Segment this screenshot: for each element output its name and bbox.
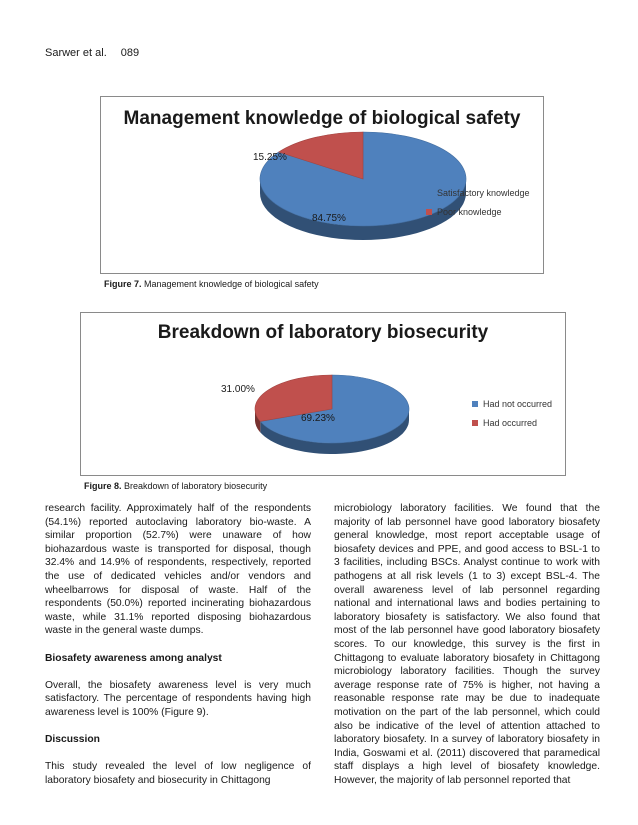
figure-8-chart xyxy=(80,312,566,476)
legend-swatch xyxy=(472,420,478,426)
running-header xyxy=(45,47,139,59)
paragraph: research facility. Approximately half of the respondents (54.1%) reported autoclaving laboratory bio-waste. A similar proportion (52.7%) were unaware of how biohazardous waste is transported for disposal, though 32.4% and 14.9% of respondents, respectively, reported the use of dedicated vehicles and/or vendors and wheelbarrows for disposal of waste. Half of the respondents (50.0%) reported incinerating biohazardous waste, while 31.1% reported disposing biohazardous waste in the general waste dumps. xyxy=(45,503,311,637)
section-heading: Biosafety awareness among analyst xyxy=(45,652,222,664)
data-label: 31.00% xyxy=(221,384,255,395)
chart-legend xyxy=(426,183,530,221)
chart-title: Breakdown of laboratory biosecurity xyxy=(157,322,489,343)
legend-label: Had not occurred xyxy=(483,398,553,409)
data-label: 84.75% xyxy=(312,213,346,224)
legend-label: Satisfactory knowledge xyxy=(437,187,530,198)
legend-label: Had occurred xyxy=(483,417,538,428)
section-heading: Discussion xyxy=(45,734,100,746)
left-column xyxy=(45,502,311,801)
legend-item xyxy=(472,394,552,413)
data-label: 69.23% xyxy=(301,413,335,424)
paragraph: Overall, the biosafety awareness level is very much satisfactory. The percentage of respondents having high awareness level is 100% (Figure 9). xyxy=(45,679,311,718)
legend-item xyxy=(426,183,530,202)
legend-item xyxy=(426,202,530,221)
paragraph: This study revealed the level of low negligence of laboratory biosafety and biosecurity in Chittagong xyxy=(45,761,311,786)
chart-title: Management knowledge of biological safety xyxy=(123,108,521,129)
data-label: 15.25% xyxy=(253,152,287,163)
legend-item xyxy=(472,413,552,432)
header-page-number: 089 xyxy=(120,47,140,59)
caption-label: Figure 8. xyxy=(84,481,122,491)
header-authors: Sarwer et al. xyxy=(45,47,107,59)
caption-text: Management knowledge of biological safety xyxy=(141,279,319,289)
legend-label: Poor knowledge xyxy=(437,206,502,217)
legend-swatch xyxy=(472,401,478,407)
caption-text: Breakdown of laboratory biosecurity xyxy=(121,481,268,491)
legend-swatch xyxy=(426,190,432,196)
right-column xyxy=(334,502,600,801)
paragraph: microbiology laboratory facilities. We found that the majority of lab personnel have good laboratory biosafety general knowledge, most report acceptable usage of biosafety devices and PPE, and good access to BSL-1 to 3 facilities, including BSCs. Analyst continue to work with pathogens at all risk levels (1 to 3) except BSL-4. The overall awareness level of lab personnel regarding national and international laws and bodies pertaining to laboratory biosafety is satisfactory. We also found that most of the lab personnel have good laboratory biosafety scores. To our knowledge, this survey is the first in Chittagong to evaluate laboratory biosafety in Chittagong microbiology laboratory facilities. Though the survey average response rate of 75% is higher, not having a reasonable response rate may be due to inadequate motivation on the part of the lab personnel, which could also be indicative of the level of attention attached to laboratory biosafety. In a survey of laboratory biosafety in India, Goswami et al. (2011) discovered that paramedical staff displays a high level of biosafety knowledge. However, the majority of lab personnel reported that xyxy=(334,503,600,786)
figure-8-caption xyxy=(84,481,267,491)
figure-7-chart xyxy=(100,96,544,274)
caption-label: Figure 7. xyxy=(104,279,142,289)
figure-7-caption xyxy=(104,279,319,289)
chart-legend xyxy=(472,394,552,432)
legend-swatch xyxy=(426,209,432,215)
